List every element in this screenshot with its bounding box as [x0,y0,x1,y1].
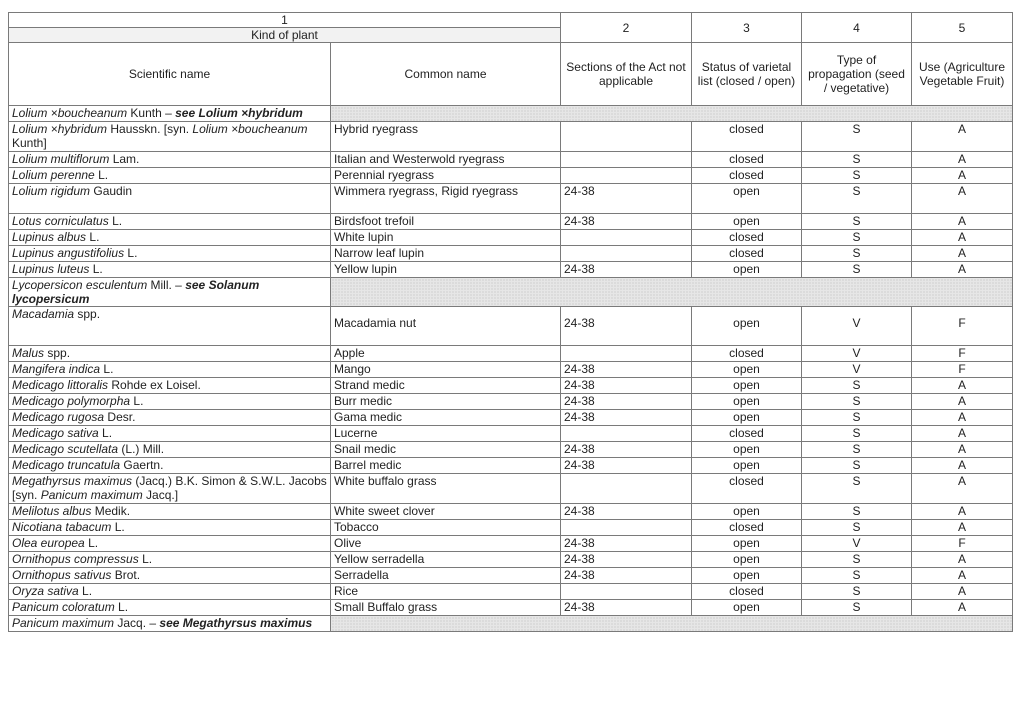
scientific-name: Malus [12,346,45,360]
synonym-author: Jacq.] [142,488,179,502]
table-row [9,552,1013,568]
scientific-name-cell [9,214,331,230]
use-cell: A [912,378,1013,394]
cross-reference-row [9,106,1013,122]
scientific-name-cell [9,394,331,410]
scientific-name: Medicago littoralis [12,378,109,392]
use-cell: A [912,568,1013,584]
common-name-cell: Macadamia nut [331,307,561,346]
author-citation: L. [108,214,123,228]
sections-cell [561,346,692,362]
status-cell: open [692,362,802,378]
use-cell: A [912,152,1013,168]
scientific-name-cell [9,584,331,600]
scientific-name-cell [9,536,331,552]
scientific-name-cell [9,152,331,168]
use-cell: A [912,230,1013,246]
scientific-name: Nicotiana tabacum [12,520,112,534]
scientific-name: Oryza sativa [12,584,79,598]
status-cell: open [692,410,802,426]
sections-cell: 24-38 [561,536,692,552]
status-cell: open [692,552,802,568]
common-name-cell: Italian and Westerwold ryegrass [331,152,561,168]
author-citation: L. [124,246,138,260]
common-name-cell: White sweet clover [331,504,561,520]
scientific-name-cell [9,378,331,394]
common-name-cell: Small Buffalo grass [331,600,561,616]
common-name-cell: Snail medic [331,442,561,458]
scientific-name: Medicago truncatula [12,458,121,472]
table-row [9,122,1013,152]
status-cell: open [692,536,802,552]
common-name-cell: Serradella [331,568,561,584]
table-row [9,474,1013,504]
status-cell: closed [692,230,802,246]
sections-cell: 24-38 [561,362,692,378]
use-cell: A [912,584,1013,600]
scientific-name-cell [9,307,331,346]
author-citation: L. [114,600,129,614]
use-cell: F [912,362,1013,378]
use-cell: F [912,346,1013,362]
status-cell: closed [692,474,802,504]
scientific-name: Panicum coloratum [12,600,115,614]
sections-heading: Sections of the Act not applicable [561,43,692,106]
status-cell: closed [692,520,802,536]
propagation-cell: S [802,184,912,214]
see-reference [175,106,303,120]
scientific-name-cell [9,262,331,278]
table-row [9,307,1013,346]
table-row [9,568,1013,584]
author-citation: Medik. [91,504,131,518]
table-row [9,168,1013,184]
use-cell: A [912,394,1013,410]
use-cell: A [912,214,1013,230]
common-name-cell: Tobacco [331,520,561,536]
scientific-name-cell [9,520,331,536]
scientific-name: Lupinus albus [12,230,87,244]
scientific-name-cell [9,346,331,362]
author-citation: spp. [74,307,101,321]
sections-cell [561,122,692,152]
author-citation: (Jacq.) B.K. Simon & S.W.L. Jacobs [syn. [12,474,327,502]
status-cell: open [692,458,802,474]
use-cell: F [912,536,1013,552]
scientific-name-cell [9,106,331,122]
author-citation: L. [84,536,99,550]
scientific-name-cell [9,458,331,474]
cross-reference-row [9,278,1013,307]
common-name-cell: Rice [331,584,561,600]
table-row [9,600,1013,616]
propagation-cell: S [802,246,912,262]
propagation-cell: S [802,122,912,152]
propagation-cell: S [802,230,912,246]
author-citation: Kunth – [127,106,176,120]
common-name-cell: Barrel medic [331,458,561,474]
see-label: see [159,616,183,630]
scientific-name-cell [9,362,331,378]
use-cell: A [912,184,1013,214]
scientific-name-cell [9,568,331,584]
propagation-cell: S [802,442,912,458]
cross-reference-row [9,616,1013,632]
see-reference [159,616,312,630]
use-cell: A [912,410,1013,426]
shaded-cell [331,616,1013,632]
table-row [9,410,1013,426]
common-name-cell: Burr medic [331,394,561,410]
table-row [9,394,1013,410]
propagation-cell: S [802,152,912,168]
use-cell: A [912,552,1013,568]
common-name-cell: Olive [331,536,561,552]
common-name-cell: Mango [331,362,561,378]
scientific-name: Ornithopus sativus [12,568,112,582]
status-cell: closed [692,346,802,362]
sections-cell: 24-38 [561,214,692,230]
author-citation: Desr. [104,410,136,424]
sections-cell [561,474,692,504]
table-row [9,230,1013,246]
sections-cell: 24-38 [561,600,692,616]
sections-cell [561,426,692,442]
propagation-cell: S [802,552,912,568]
status-cell: closed [692,246,802,262]
table-row [9,520,1013,536]
col5-number: 5 [912,13,1013,43]
table-row [9,458,1013,474]
document-page [8,12,1013,632]
table-row [9,262,1013,278]
status-cell: open [692,504,802,520]
scientific-name-cell [9,410,331,426]
propagation-cell: S [802,168,912,184]
scientific-name-cell [9,426,331,442]
scientific-name-cell [9,552,331,568]
status-cell: open [692,394,802,410]
sections-cell: 24-38 [561,410,692,426]
status-cell: open [692,184,802,214]
table-row [9,152,1013,168]
scientific-name-cell [9,184,331,214]
common-name-cell: Birdsfoot trefoil [331,214,561,230]
sections-cell: 24-38 [561,504,692,520]
scientific-name: Macadamia [12,307,75,321]
scientific-name: Melilotus albus [12,504,92,518]
scientific-name: Medicago rugosa [12,410,105,424]
author-citation: L. [111,520,125,534]
scientific-name: Lolium perenne [12,168,95,182]
scientific-name: Ornithopus compressus [12,552,139,566]
status-cell: open [692,262,802,278]
propagation-cell: S [802,262,912,278]
status-cell: open [692,378,802,394]
propagation-cell: S [802,426,912,442]
use-cell: A [912,504,1013,520]
shaded-cell [331,106,1013,122]
sections-cell [561,584,692,600]
table-row [9,346,1013,362]
sections-cell [561,520,692,536]
status-cell: open [692,600,802,616]
status-cell: open [692,442,802,458]
use-heading: Use (Agriculture Vegetable Fruit) [912,43,1013,106]
kind-of-plant-heading: Kind of plant [9,28,561,43]
common-name-cell: Strand medic [331,378,561,394]
kind-of-plant-table [8,12,1013,632]
author-citation: spp. [44,346,71,360]
status-cell: closed [692,426,802,442]
common-name-heading: Common name [331,43,561,106]
scientific-name: Medicago scutellata [12,442,119,456]
author-citation: L. [98,426,113,440]
scientific-name: Lotus corniculatus [12,214,109,228]
scientific-name: Megathyrsus maximus [12,474,133,488]
status-cell: open [692,307,802,346]
propagation-cell: S [802,600,912,616]
use-cell: A [912,246,1013,262]
propagation-cell: V [802,362,912,378]
scientific-name-cell [9,442,331,458]
use-cell: A [912,474,1013,504]
status-cell: closed [692,122,802,152]
propagation-cell: S [802,378,912,394]
common-name-cell: Lucerne [331,426,561,442]
table-row [9,214,1013,230]
scientific-name-cell [9,122,331,152]
propagation-cell: V [802,536,912,552]
table-row [9,426,1013,442]
common-name-cell: White buffalo grass [331,474,561,504]
propagation-cell: S [802,520,912,536]
author-citation: L. [100,362,114,376]
synonym-name: Panicum maximum [40,488,143,502]
see-label: see [175,106,199,120]
col1-number: 1 [9,13,561,28]
author-citation: L. [94,168,109,182]
common-name-cell: Narrow leaf lupin [331,246,561,262]
see-target-name: Solanum lycopersicum [12,278,260,306]
use-cell: F [912,307,1013,346]
use-cell: A [912,520,1013,536]
table-row [9,184,1013,214]
scientific-name-cell [9,246,331,262]
use-cell: A [912,458,1013,474]
scientific-name-cell [9,168,331,184]
table-row [9,362,1013,378]
sections-cell: 24-38 [561,394,692,410]
common-name-cell: Yellow serradella [331,552,561,568]
status-cell: open [692,568,802,584]
common-name-cell: Hybrid ryegrass [331,122,561,152]
scientific-name-cell [9,278,331,307]
see-label: see [185,278,209,292]
propagation-cell: S [802,458,912,474]
scientific-name: Medicago polymorpha [12,394,131,408]
scientific-name: Lolium ×hybridum [12,122,108,136]
author-citation: Lam. [109,152,140,166]
col2-number: 2 [561,13,692,43]
author-citation: Brot. [111,568,141,582]
author-citation: Gaudin [90,184,133,198]
common-name-cell: Yellow lupin [331,262,561,278]
author-citation: (L.) Mill. [118,442,165,456]
col3-number: 3 [692,13,802,43]
common-name-cell: White lupin [331,230,561,246]
sections-cell [561,246,692,262]
scientific-name-cell [9,504,331,520]
scientific-name-heading: Scientific name [9,43,331,106]
table-row [9,246,1013,262]
scientific-name: Panicum maximum [12,616,115,630]
table-row [9,378,1013,394]
sections-cell: 24-38 [561,442,692,458]
scientific-name: Lolium rigidum [12,184,91,198]
propagation-cell: S [802,394,912,410]
scientific-name-cell [9,474,331,504]
use-cell: A [912,600,1013,616]
see-target-name: Lolium ×hybridum [198,106,303,120]
author-citation: Gaertn. [120,458,164,472]
author-citation: L. [138,552,153,566]
scientific-name-cell [9,616,331,632]
status-cell: closed [692,152,802,168]
scientific-name-cell [9,230,331,246]
scientific-name: Olea europea [12,536,85,550]
use-cell: A [912,426,1013,442]
table-row [9,442,1013,458]
use-cell: A [912,168,1013,184]
sections-cell: 24-38 [561,568,692,584]
propagation-cell: V [802,346,912,362]
synonym-author: Kunth] [12,136,47,150]
common-name-cell: Perennial ryegrass [331,168,561,184]
sections-cell: 24-38 [561,458,692,474]
scientific-name: Lycopersicon esculentum [12,278,148,292]
propagation-cell: V [802,307,912,346]
scientific-name: Lupinus angustifolius [12,246,125,260]
sections-cell: 24-38 [561,184,692,214]
use-cell: A [912,122,1013,152]
scientific-name: Lolium ×boucheanum [12,106,128,120]
sections-cell: 24-38 [561,378,692,394]
sections-cell: 24-38 [561,307,692,346]
common-name-cell: Apple [331,346,561,362]
scientific-name: Lupinus luteus [12,262,90,276]
author-citation: L. [89,262,103,276]
status-cell: closed [692,584,802,600]
scientific-name: Mangifera indica [12,362,101,376]
table-row [9,536,1013,552]
author-citation: L. [130,394,144,408]
author-citation: L. [78,584,93,598]
author-citation: Jacq. – [114,616,160,630]
propagation-cell: S [802,410,912,426]
propagation-cell: S [802,474,912,504]
col4-number: 4 [802,13,912,43]
see-target-name: Megathyrsus maximus [182,616,313,630]
common-name-cell: Gama medic [331,410,561,426]
scientific-name: Lolium multiflorum [12,152,110,166]
shaded-cell [331,278,1013,307]
author-citation: L. [86,230,100,244]
sections-cell: 24-38 [561,262,692,278]
status-cell: open [692,214,802,230]
status-cell: closed [692,168,802,184]
author-citation: Mill. – [147,278,186,292]
propagation-heading: Type of propagation (seed / vegetative) [802,43,912,106]
common-name-cell: Wimmera ryegrass, Rigid ryegrass [331,184,561,214]
propagation-cell: S [802,584,912,600]
sections-cell: 24-38 [561,552,692,568]
propagation-cell: S [802,504,912,520]
propagation-cell: S [802,568,912,584]
use-cell: A [912,442,1013,458]
propagation-cell: S [802,214,912,230]
sections-cell [561,168,692,184]
author-citation: Rohde ex Loisel. [108,378,201,392]
synonym-name: Lolium ×boucheanum [192,122,308,136]
table-row [9,584,1013,600]
use-cell: A [912,262,1013,278]
sections-cell [561,152,692,168]
scientific-name: Medicago sativa [12,426,99,440]
status-heading: Status of varietal list (closed / open) [692,43,802,106]
author-citation: Hausskn. [syn. [107,122,193,136]
table-row [9,504,1013,520]
scientific-name-cell [9,600,331,616]
sections-cell [561,230,692,246]
